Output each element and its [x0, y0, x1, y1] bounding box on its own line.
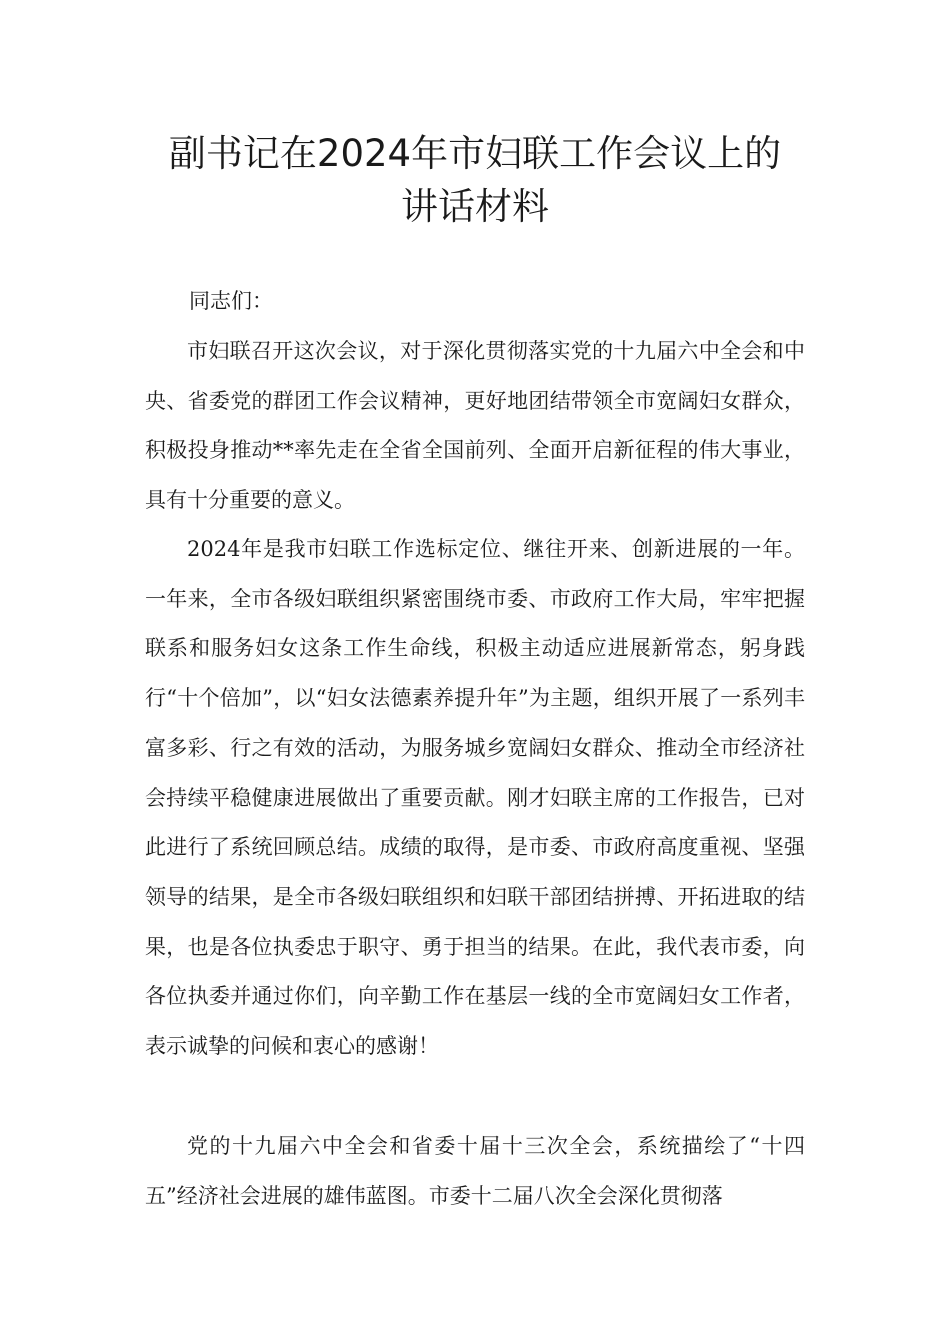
paragraph-2: 2024年是我市妇联工作选标定位、继往开来、创新进展的一年。一年来，全市各级妇联组织紧密围绕市委、市政府工作大局，牢牢把握联系和服务妇女这条工作生命线，积极主动适应进展新常态，躬身践行“十个倍加”，以“妇女法德素养提升年”为主题，组织开展了一系列丰富多彩、行之有效的活动，为服务城乡宽阔妇女群众、推动全市经济社会持续平稳健康进展做出了重要贡献。刚才妇联主席的工作报告，已对此进行了系统回顾总结。成绩的取得，是市委、市政府高度重视、坚强领导的结果，是全市各级妇联组织和妇联干部团结拼搏、开拓进取的结果，也是各位执委忠于职守、勇于担当的结果。在此，我代表市委，向各位执委并通过你们，向辛勤工作在基层一线的全市宽阔妇女工作者，表示诚挚的问候和衷心的感谢！: [145, 537, 805, 1059]
paragraph-1: 市妇联召开这次会议，对于深化贯彻落实党的十九届六中全会和中央、省委党的群团工作会议精神，更好地团结带领全市宽阔妇女群众，积极投身推动**率先走在全省全国前列、全面开启新征程的伟大事业，具有十分重要的意义。: [145, 339, 805, 513]
document-title-line-1: 副书记在2024年市妇联工作会议上的: [168, 132, 782, 175]
greeting: 同志们：: [189, 289, 273, 313]
paragraph-3: 党的十九届六中全会和省委十届十三次全会，系统描绘了“十四五”经济社会进展的雄伟蓝图。市委十二届八次全会深化贯彻落: [145, 1134, 805, 1208]
document-title-line-2: 讲话材料: [401, 185, 549, 228]
